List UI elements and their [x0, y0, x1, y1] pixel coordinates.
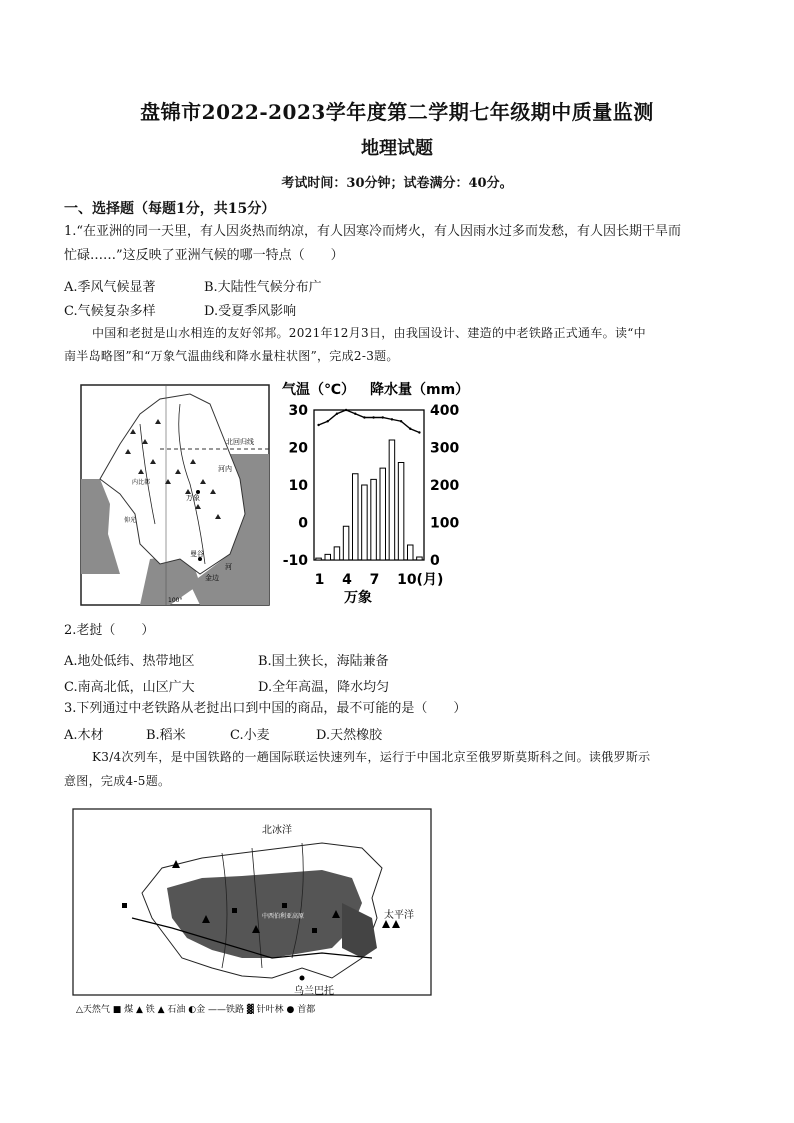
temperature-point	[317, 424, 319, 426]
russia-map-legend: △天然气 ■ 煤 ▲ 铁 ▲ 石油 ◐金 ——铁路 ▓ 针叶林 ● 首都	[76, 1005, 316, 1015]
q3-option-d: D.天然橡胶	[316, 728, 383, 743]
svg-text:仰光: 仰光	[124, 517, 137, 524]
precip-bar	[362, 485, 368, 560]
intro-q2-3-line2: 南半岛略图”和“万象气温曲线和降水量柱状图”，完成2-3题。	[64, 349, 399, 363]
exam-title: 盘锦市2022-2023学年度第二学期七年级期中质量监测	[140, 100, 654, 124]
svg-text:中西伯利亚高原: 中西伯利亚高原	[262, 913, 305, 920]
svg-text:内比都: 内比都	[132, 479, 151, 486]
q2-option-a: A.地处低纬、热带地区	[64, 654, 195, 669]
y-right-tick-label: 100	[430, 515, 460, 532]
y-right-tick-label: 0	[430, 553, 440, 569]
temperature-point	[363, 416, 365, 418]
precip-bar	[408, 545, 414, 560]
intro-q2-3-line1: 中国和老挝是山水相连的友好邻邦。2021年12月3日，由我国设计、建造的中老铁路正式通车。读“中	[92, 326, 646, 340]
section-heading: 一、选择题（每题1分，共15分）	[64, 201, 276, 217]
temperature-point	[345, 409, 347, 411]
y-left-tick-label: 20	[288, 440, 308, 457]
temperature-point	[418, 431, 420, 433]
y-right-tick-label: 400	[430, 403, 460, 419]
q1-stem-line2: 忙碌……”这反映了亚洲气候的哪一特点（ ）	[64, 248, 344, 263]
indochina-map	[80, 384, 270, 606]
precip-bar	[334, 547, 340, 560]
temperature-point	[372, 416, 374, 418]
y-left-tick-label: 30	[288, 403, 308, 419]
svg-text:金边: 金边	[205, 574, 219, 582]
precip-bar	[325, 554, 331, 560]
svg-text:河: 河	[225, 563, 232, 571]
svg-text:曼谷: 曼谷	[190, 550, 204, 558]
q2-option-b: B.国土狭长，海陆兼备	[258, 654, 389, 669]
q3-option-a: A.木材	[64, 728, 104, 743]
chart-station-label: 万象	[344, 590, 372, 606]
precip-bar	[380, 468, 386, 560]
precip-bar	[371, 479, 377, 560]
temperature-point	[400, 420, 402, 422]
q3-option-c: C.小麦	[230, 728, 270, 743]
q2-option-d: D.全年高温，降水均匀	[258, 680, 390, 695]
temperature-point	[382, 416, 384, 418]
temperature-point	[336, 413, 338, 415]
x-tick-label: 10(月)	[397, 572, 444, 588]
y-left-tick-label: 0	[298, 515, 308, 532]
exam-subtitle: 地理试题	[361, 138, 433, 159]
y-right-tick-label: 200	[430, 478, 460, 494]
svg-text:河内: 河内	[218, 465, 232, 473]
precip-bar	[389, 440, 395, 560]
precip-bar	[417, 557, 423, 560]
q1-option-c: C.气候复杂多样	[64, 304, 156, 319]
exam-info: 考试时间：30分钟；试卷满分：40分。	[281, 176, 513, 191]
precip-bar	[343, 526, 348, 560]
x-tick-label: 4	[342, 572, 352, 588]
temperature-point	[327, 420, 329, 422]
intro-q4-5-line1: K3/4次列车，是中国铁路的一趟国际联运快速列车，运行于中国北京至俄罗斯莫斯科之间。读俄罗斯示	[92, 750, 651, 764]
x-tick-label: 7	[369, 572, 380, 588]
y-left-tick-label: 10	[288, 478, 308, 494]
y-left-tick-label: -10	[282, 553, 308, 569]
q2-stem: 2.老挝（ ）	[64, 623, 155, 638]
temperature-point	[354, 413, 356, 415]
precip-bar	[316, 558, 322, 560]
x-tick-label: 1	[314, 572, 325, 588]
svg-text:北回归线: 北回归线	[226, 438, 254, 446]
q1-option-b: B.大陆性气候分布广	[204, 280, 322, 295]
svg-text:太平洋: 太平洋	[384, 910, 414, 921]
y-right-tick-label: 300	[430, 440, 460, 457]
svg-text:北冰洋: 北冰洋	[262, 825, 292, 836]
precip-bar	[353, 474, 359, 560]
russia-map	[72, 808, 432, 1018]
temperature-point	[391, 418, 393, 420]
chart-title-precip: 降水量（mm）	[370, 382, 470, 398]
q2-option-c: C.南高北低，山区广大	[64, 680, 195, 695]
q1-option-a: A.季风气候显著	[64, 280, 156, 295]
q3-stem: 3.下列通过中老铁路从老挝出口到中国的商品，最不可能的是（ ）	[64, 701, 467, 716]
climate-chart	[280, 378, 476, 606]
precip-bar	[398, 463, 404, 561]
svg-text:100°: 100°	[168, 597, 183, 604]
temperature-point	[409, 428, 411, 430]
q3-option-b: B.稻米	[146, 728, 186, 743]
q1-option-d: D.受夏季风影响	[204, 304, 297, 319]
svg-text:乌兰巴托: 乌兰巴托	[294, 986, 334, 997]
intro-q4-5-line2: 意图，完成4-5题。	[64, 774, 171, 788]
svg-text:万象: 万象	[186, 494, 200, 502]
q1-stem-line1: 1.“在亚洲的同一天里，有人因炎热而纳凉，有人因寒冷而烤火，有人因雨水过多而发愁，有人因长期干旱而	[64, 224, 682, 239]
chart-title-temp: 气温（℃）	[282, 382, 355, 398]
